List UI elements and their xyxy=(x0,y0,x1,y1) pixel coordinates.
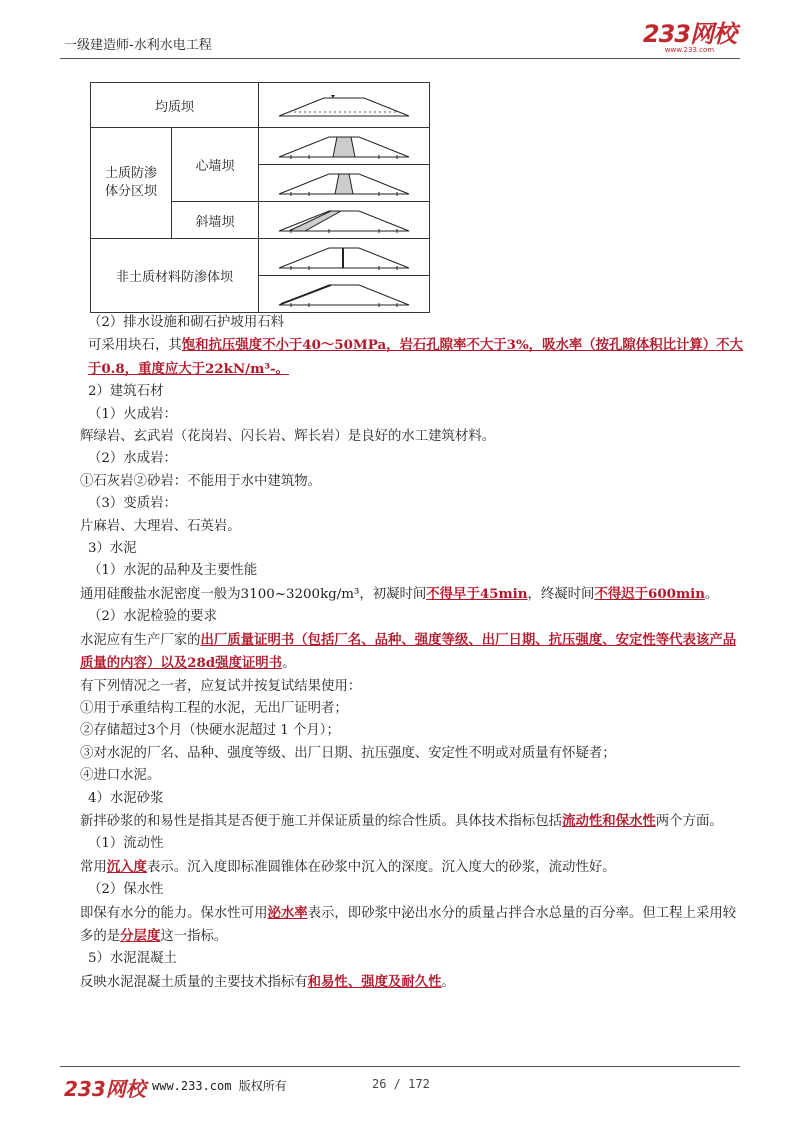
footer-copyright: www.233.com 版权所有 xyxy=(152,1079,287,1093)
page-number: 26 / 172 xyxy=(372,1077,430,1091)
header-divider xyxy=(60,58,740,59)
dam-type-sloping-wall: 斜墙坝 xyxy=(172,202,259,239)
para-concrete: 5）水泥混凝土 xyxy=(88,951,177,967)
text: 可采用块石，其 xyxy=(88,338,182,354)
document-body xyxy=(62,312,744,994)
highlight: 出厂质量证明书（包括厂名、品种、强度等级、出厂日期、抗压强度、安定性等代表该产品质量的内容）以及28d强度证明书 xyxy=(80,631,737,672)
highlight: 饱和抗压强度不小于40～50MPa，岩石孔隙率不大于3%，吸水率（按孔隙体积比计算）不大于0.8，重度应大于22kN/m³-。 xyxy=(88,337,743,377)
dam-type-non-earth: 非土质材料防渗体坝 xyxy=(91,239,259,313)
para-water-retention: （2）保水性 xyxy=(88,882,164,898)
text: 表示，即砂浆中泌出水分的质量占拌合水总量的百分率。但工程上采用较多的是 xyxy=(80,905,737,944)
para-mortar: 4）水泥砂浆 xyxy=(88,790,164,806)
highlight: 不得早于45min xyxy=(426,585,528,602)
text: 这一指标。 xyxy=(160,928,228,944)
footer-divider xyxy=(60,1066,740,1067)
para-retest-4: ④进口水泥。 xyxy=(80,768,161,784)
highlight: 不得迟于600min xyxy=(594,585,705,602)
text: 即保有水分的能力。保水性可用 xyxy=(80,905,268,921)
highlight: 和易性、强度及耐久性 xyxy=(307,973,442,990)
para-cement-inspection: （2）水泥检验的要求 xyxy=(88,609,218,625)
para-block-stone xyxy=(62,334,744,381)
para-fluidity: （1）流动性 xyxy=(88,836,164,852)
highlight: 泌水率 xyxy=(267,904,308,921)
para-sedimentary-desc: ①石灰岩②砂岩：不能用于水中建筑物。 xyxy=(80,473,322,489)
para-water-retention-desc xyxy=(62,902,744,949)
para-cement-types: （1）水泥的品种及主要性能 xyxy=(88,563,258,579)
para-drainage-heading: （2）排水设施和砌石护坡用石料 xyxy=(88,315,284,330)
highlight: 分层度 xyxy=(120,927,161,944)
dam-type-core-wall: 心墙坝 xyxy=(172,128,259,202)
para-fluidity-desc xyxy=(62,856,744,879)
text: 反映水泥混凝土质量的主要技术指标有 xyxy=(80,974,308,990)
para-igneous-desc: 辉绿岩、玄武岩（花岗岩、闪长岩、辉长岩）是良好的水工建筑材料。 xyxy=(80,429,496,445)
dam-figure-core-1 xyxy=(259,128,430,165)
para-retest-1: ①用于承重结构工程的水泥，无出厂证明者； xyxy=(80,700,348,716)
para-retest-3: ③对水泥的厂名、品种、强度等级、出厂日期、抗压强度、安定性不明或对质量有怀疑者； xyxy=(80,745,616,761)
text: 。 xyxy=(282,656,296,672)
dam-type-zoned-label: 土质防渗体分区坝 xyxy=(104,166,157,199)
dam-figure-core-2 xyxy=(259,165,430,202)
text: 。 xyxy=(704,586,719,602)
para-metamorphic: （3）变质岩： xyxy=(88,496,177,512)
dam-figure-non-earth-1 xyxy=(259,239,430,276)
para-cement: 3）水泥 xyxy=(88,541,137,557)
highlight: 流动性和保水性 xyxy=(562,812,656,829)
para-metamorphic-desc: 片麻岩、大理岩、石英岩。 xyxy=(80,518,241,534)
para-sedimentary: （2）水成岩： xyxy=(88,451,177,467)
para-retest-2: ②存储超过3个月（快硬水泥超过 1 个月）； xyxy=(80,723,340,739)
para-certificate xyxy=(62,629,744,676)
text: 两个方面。 xyxy=(655,813,723,829)
para-workability xyxy=(62,810,744,833)
text: 水泥应有生产厂家的 xyxy=(80,632,201,648)
brand-logo xyxy=(643,22,736,54)
logo-main: 233网校 xyxy=(642,20,736,48)
para-igneous: （1）火成岩： xyxy=(88,406,177,422)
document-header-title: 一级建造师-水利水电工程 xyxy=(64,38,212,53)
dam-figure-sloping xyxy=(259,202,430,239)
dam-type-homogeneous: 均质坝 xyxy=(91,83,259,128)
para-concrete-desc xyxy=(62,971,744,994)
highlight: 沉入度 xyxy=(106,858,147,875)
dam-type-table xyxy=(90,82,430,313)
text: 通用硅酸盐水泥密度一般为3100~3200kg/m³，初凝时间 xyxy=(80,586,427,602)
dam-figure-non-earth-2 xyxy=(259,276,430,313)
para-retest: 有下列情况之一者，应复试并按复试结果使用： xyxy=(80,678,362,694)
text: 常用 xyxy=(80,859,107,875)
text: 表示。沉入度即标准圆锥体在砂浆中沉入的深度。沉入度大的砂浆，流动性好。 xyxy=(146,859,616,875)
dam-figure-homogeneous xyxy=(259,83,430,128)
logo-sub: www.233.com xyxy=(664,46,715,54)
dam-type-zoned xyxy=(91,128,172,239)
footer-logo: 233网校 xyxy=(64,1077,146,1101)
para-cement-density xyxy=(62,583,744,606)
text: 。 xyxy=(441,974,455,990)
text: ，终凝时间 xyxy=(527,586,595,602)
text: 新拌砂浆的和易性是指其是否便于施工并保证质量的综合性质。具体技术指标包括 xyxy=(80,813,563,829)
para-building-stone: 2）建筑石材 xyxy=(88,384,164,400)
